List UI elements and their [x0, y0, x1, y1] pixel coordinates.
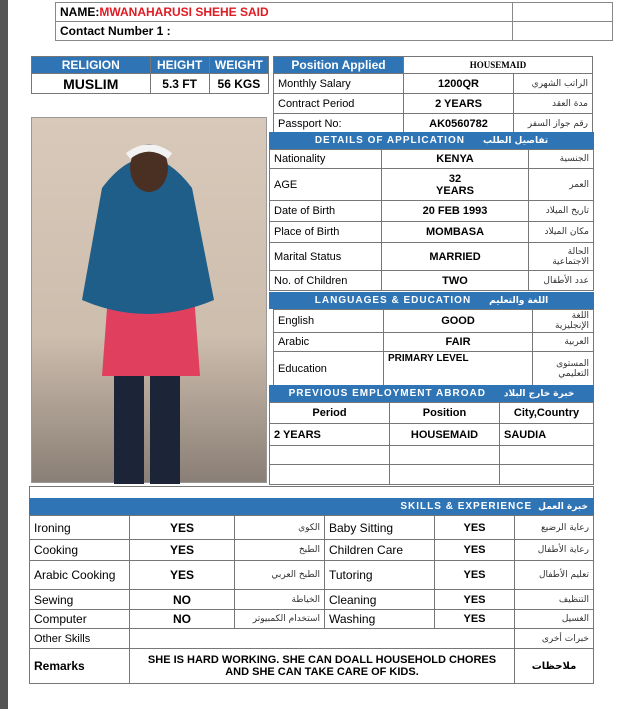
- position-col-header: Position: [390, 403, 500, 424]
- languages-table: [273, 309, 594, 386]
- skill-left-value: YES: [130, 561, 235, 590]
- application-table: [269, 149, 594, 291]
- skill-right-ar: رعاية الرضيع: [515, 516, 594, 540]
- employment-title: PREVIOUS EMPLOYMENT ABROAD: [288, 388, 486, 399]
- name-header-table: [55, 2, 613, 41]
- employment-title-ar: خبرة خارج البلاد: [503, 388, 575, 399]
- skill-left-label: Sewing: [30, 590, 130, 610]
- skills-title: SKILLS & EXPERIENCE: [400, 501, 533, 512]
- pob-label: Place of Birth: [270, 222, 382, 243]
- skill-left-label: Computer: [30, 610, 130, 629]
- skill-right-value: YES: [435, 610, 515, 629]
- skills-title-ar: خبرة العمل: [538, 501, 588, 512]
- skill-right-value: YES: [435, 561, 515, 590]
- marital-ar: الحالة الاجتماعية: [529, 243, 594, 271]
- skills-table: [29, 515, 594, 684]
- employment-table: [269, 402, 594, 485]
- skill-right-ar: تعليم الأطفال: [515, 561, 594, 590]
- profile-table: [31, 56, 269, 94]
- height-header: HEIGHT: [150, 57, 209, 74]
- skill-right-label: Washing: [325, 610, 435, 629]
- skill-left-ar: الكوي: [235, 516, 325, 540]
- skill-row: [30, 610, 594, 629]
- skill-left-label: Cooking: [30, 540, 130, 561]
- salary-ar: الراتب الشهري: [514, 74, 593, 94]
- skill-left-label: Arabic Cooking: [30, 561, 130, 590]
- contact-cell: [56, 22, 513, 41]
- children-label: No. of Children: [270, 271, 382, 291]
- education-value: PRIMARY LEVEL: [384, 352, 533, 386]
- education-label: Education: [274, 352, 384, 386]
- nationality-label: Nationality: [270, 150, 382, 169]
- skill-left-ar: الطبخ: [235, 540, 325, 561]
- languages-section-header: [269, 292, 594, 309]
- name-value: MWANAHARUSI SHEHE SAID: [99, 5, 269, 19]
- period-value: 2 YEARS: [270, 424, 390, 446]
- passport-value: AK0560782: [404, 114, 514, 134]
- skill-right-ar: رعاية الأطفال: [515, 540, 594, 561]
- application-title: DETAILS OF APPLICATION: [314, 135, 465, 146]
- skill-left-value: YES: [130, 516, 235, 540]
- country-header: City,Country: [500, 403, 594, 424]
- skills-spacer: [29, 486, 594, 498]
- languages-title: LANGUAGES & EDUCATION: [314, 295, 472, 306]
- religion-value: MUSLIM: [32, 74, 151, 94]
- applicant-photo: [31, 117, 267, 483]
- skills-section-header: [29, 498, 594, 515]
- skill-right-value: YES: [435, 590, 515, 610]
- remarks-text: SHE IS HARD WORKING. SHE CAN DOALL HOUSEHOLD CHORES AND SHE CAN TAKE CARE OF KIDS.: [130, 649, 515, 684]
- application-section-header: [269, 132, 594, 149]
- age-value: 32 YEARS: [382, 169, 529, 201]
- contract-label: Contract Period: [274, 94, 404, 114]
- nationality-value: KENYA: [382, 150, 529, 169]
- name-cell: [56, 3, 513, 22]
- application-title-ar: تفاصيل الطلب: [482, 135, 549, 146]
- weight-value: 56 KGS: [209, 74, 268, 94]
- position-table: [273, 56, 593, 134]
- country-value: SAUDIA: [500, 424, 594, 446]
- dob-label: Date of Birth: [270, 201, 382, 222]
- education-ar: المستوى التعليمي: [533, 352, 594, 386]
- salary-label: Monthly Salary: [274, 74, 404, 94]
- skill-left-ar: الطبخ العربي: [235, 561, 325, 590]
- skill-row: [30, 590, 594, 610]
- skill-right-ar: الغسيل: [515, 610, 594, 629]
- name-label: NAME:: [60, 5, 100, 19]
- skill-row: [30, 516, 594, 540]
- marital-label: Marital Status: [270, 243, 382, 271]
- contract-value: 2 YEARS: [404, 94, 514, 114]
- english-label: English: [274, 310, 384, 333]
- pob-value: MOMBASA: [382, 222, 529, 243]
- passport-ar: رقم جواز السفر: [514, 114, 593, 134]
- marital-value: MARRIED: [382, 243, 529, 271]
- salary-value: 1200QR: [404, 74, 514, 94]
- age-ar: العمر: [529, 169, 594, 201]
- other-skills-label: Other Skills: [30, 629, 130, 649]
- skill-row: [30, 561, 594, 590]
- languages-title-ar: اللغة والتعليم: [489, 295, 549, 306]
- dob-ar: تاريخ الميلاد: [529, 201, 594, 222]
- skill-left-value: YES: [130, 540, 235, 561]
- skill-row: [30, 540, 594, 561]
- english-value: GOOD: [384, 310, 533, 333]
- religion-header: RELIGION: [32, 57, 151, 74]
- pob-ar: مكان الميلاد: [529, 222, 594, 243]
- age-label: AGE: [270, 169, 382, 201]
- period-header: Period: [270, 403, 390, 424]
- skill-right-value: YES: [435, 516, 515, 540]
- arabic-label: Arabic: [274, 333, 384, 352]
- nationality-ar: الجنسية: [529, 150, 594, 169]
- remarks-label: Remarks: [30, 649, 130, 684]
- person-figure: [32, 118, 268, 484]
- skill-right-ar: التنظيف: [515, 590, 594, 610]
- other-skills-ar: خبرات أخرى: [515, 629, 594, 649]
- skill-right-label: Tutoring: [325, 561, 435, 590]
- skill-right-label: Children Care: [325, 540, 435, 561]
- skill-left-ar: الخياطة: [235, 590, 325, 610]
- passport-label: Passport No:: [274, 114, 404, 134]
- weight-header: WEIGHT: [209, 57, 268, 74]
- skill-left-value: NO: [130, 590, 235, 610]
- contact-label: Contact Number 1 :: [60, 24, 171, 38]
- arabic-ar: العربية: [533, 333, 594, 352]
- skill-left-value: NO: [130, 610, 235, 629]
- remarks-ar: ملاحظات: [515, 649, 594, 684]
- skill-right-value: YES: [435, 540, 515, 561]
- children-value: TWO: [382, 271, 529, 291]
- contract-ar: مدة العقد: [514, 94, 593, 114]
- height-value: 5.3 FT: [150, 74, 209, 94]
- arabic-value: FAIR: [384, 333, 533, 352]
- english-ar: اللغة الإنجليزية: [533, 310, 594, 333]
- skill-left-ar: استخدام الكمبيوتر: [235, 610, 325, 629]
- position-header: Position Applied: [274, 57, 404, 74]
- position-value: HOUSEMAID: [404, 57, 593, 74]
- children-ar: عدد الأطفال: [529, 271, 594, 291]
- skill-left-label: Ironing: [30, 516, 130, 540]
- left-edge-bar: [0, 0, 8, 709]
- employment-section-header: [269, 385, 594, 402]
- employment-position-value: HOUSEMAID: [390, 424, 500, 446]
- skill-right-label: Baby Sitting: [325, 516, 435, 540]
- skill-right-label: Cleaning: [325, 590, 435, 610]
- dob-value: 20 FEB 1993: [382, 201, 529, 222]
